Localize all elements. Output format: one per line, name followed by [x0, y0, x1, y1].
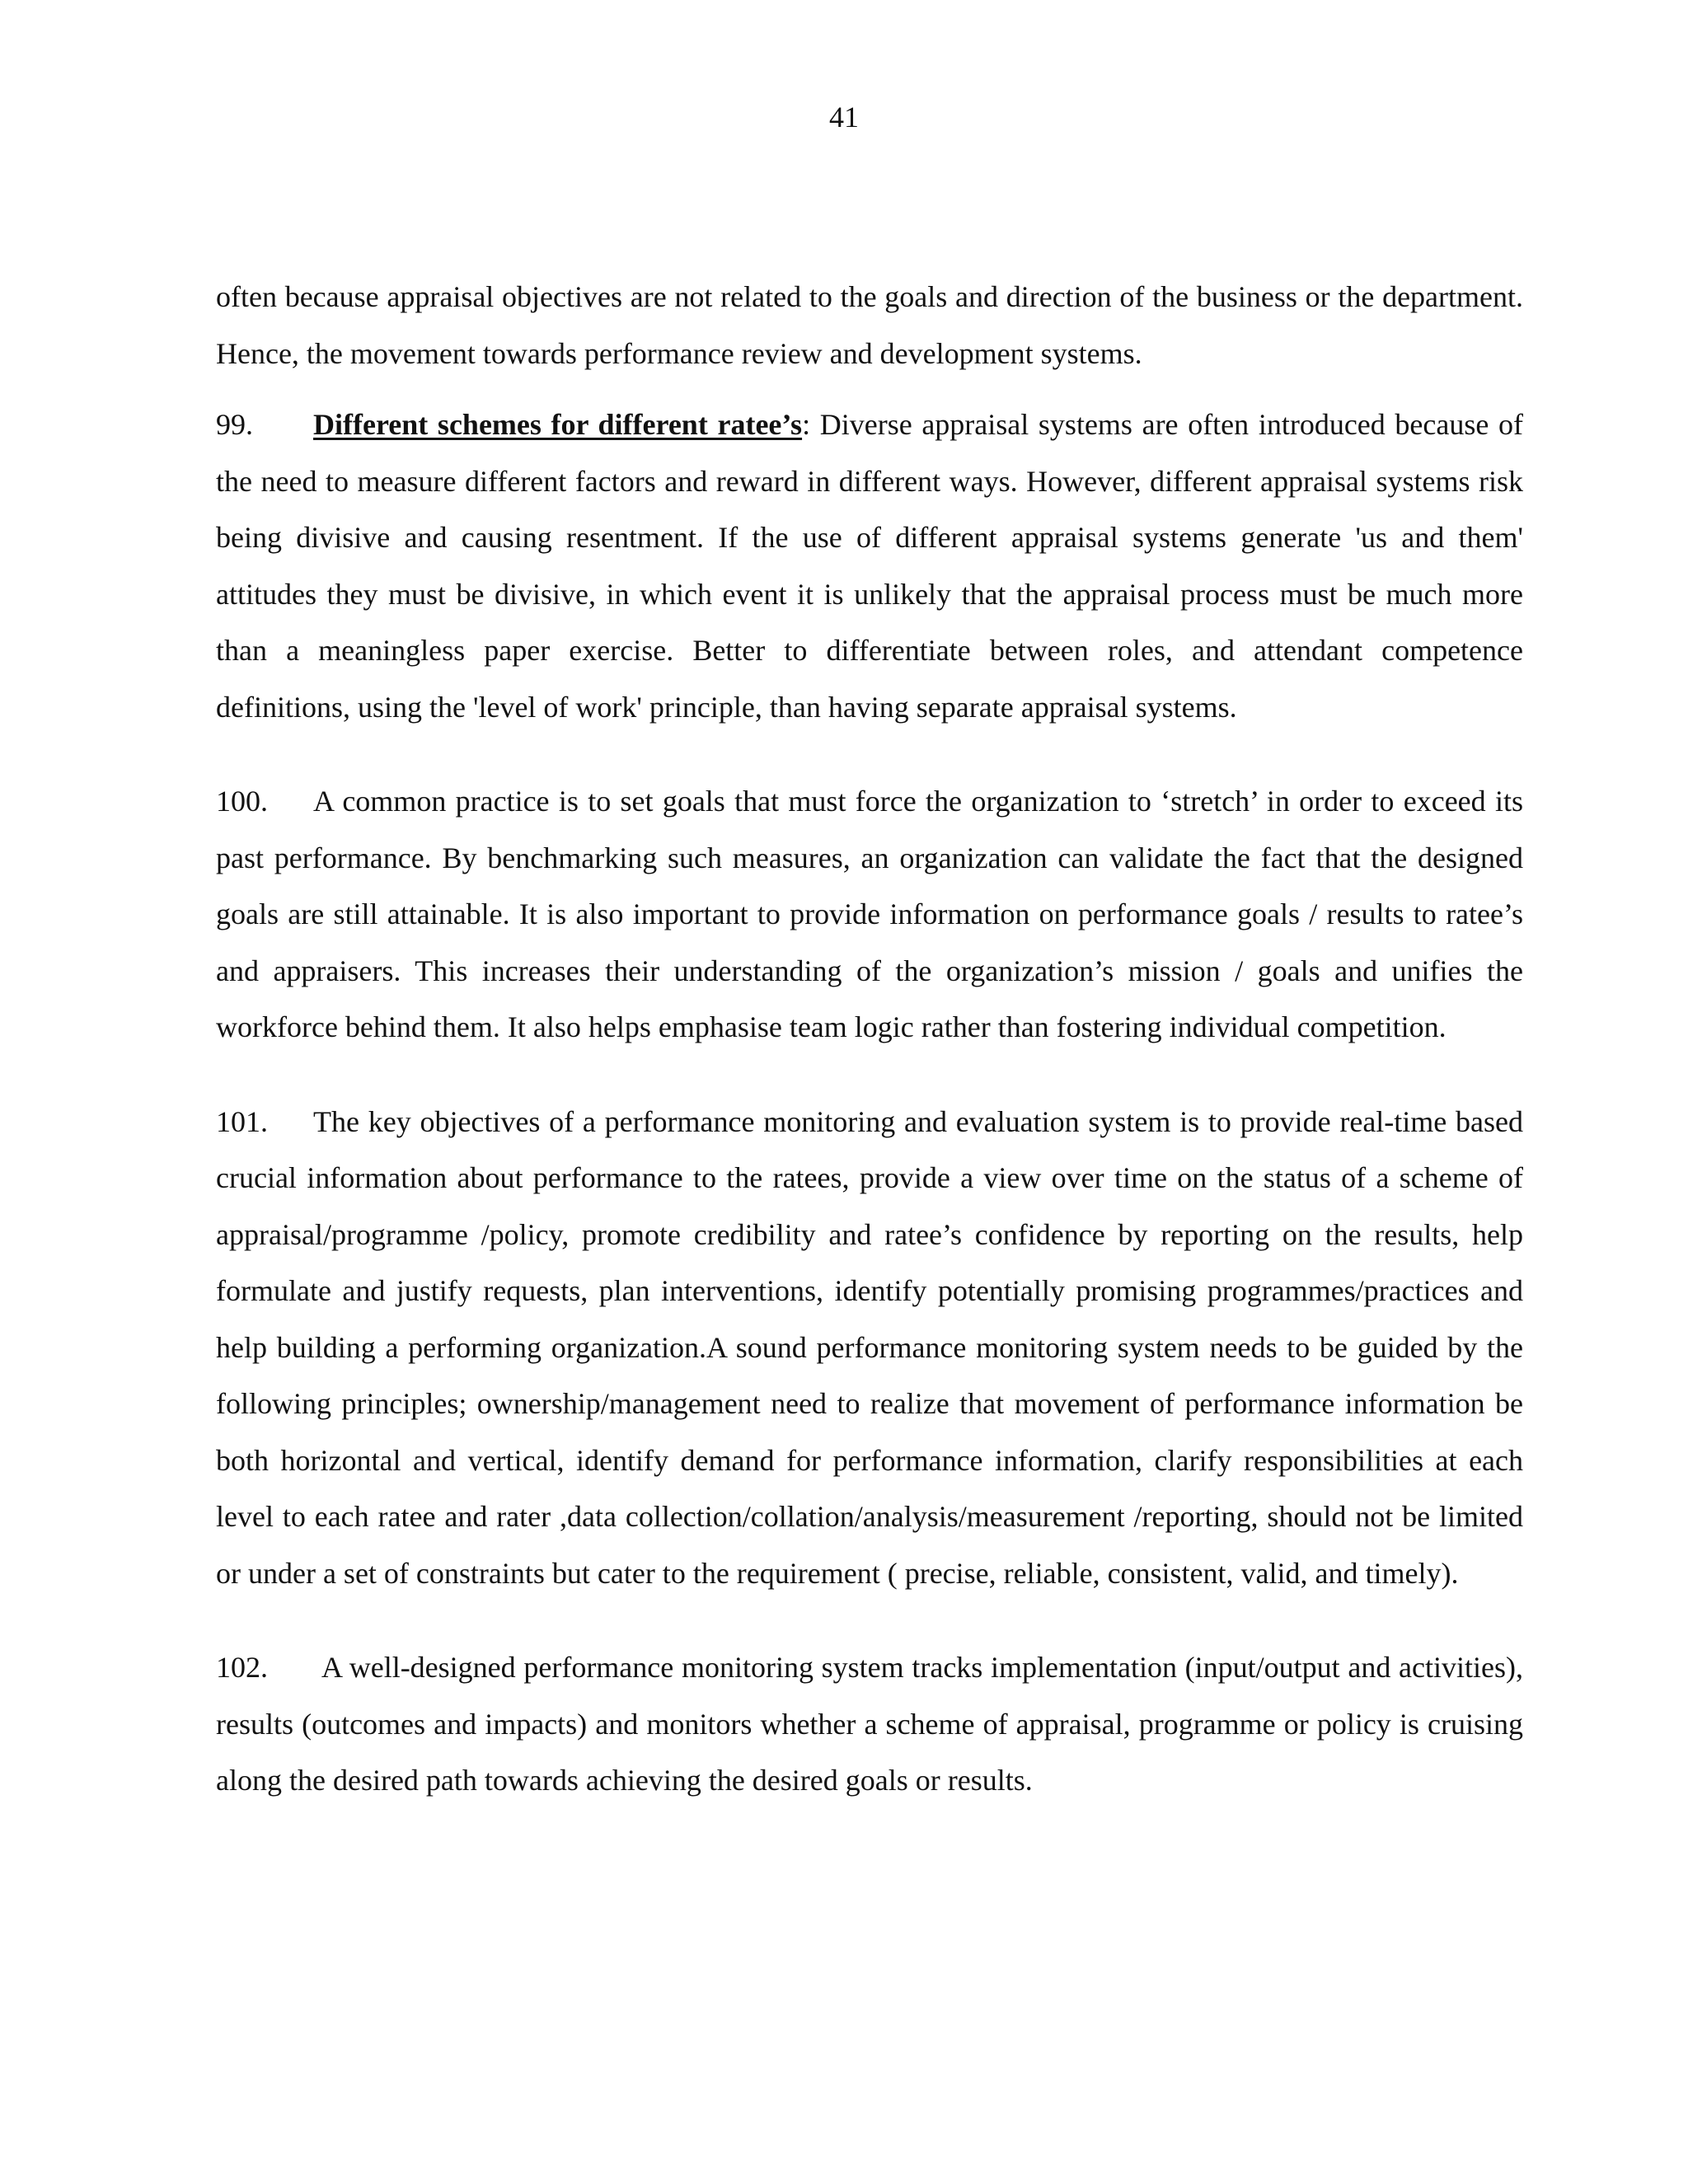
paragraph-102 — [216, 1639, 1523, 1809]
paragraph-text: A common practice is to set goals that must force the organization to ‘stretch’ in order to exceed its past performance. By benchmarking such measures, an organization can validate the fact that the designed goals are still attainable. It is also important to provide information on performance goals / results to ratee’s and appraisers. This increases their understanding of the organization’s mission / goals and unifies the workforce behind them. It also helps emphasise team logic rather than fostering individual competition. — [216, 785, 1523, 1043]
paragraph-99 — [216, 396, 1523, 735]
paragraph-text: The key objectives of a performance monitoring and evaluation system is to provide real-time based crucial information about performance to the ratees, provide a view over time on the status of a scheme of appraisal/programme /policy, promote credibility and ratee’s confidence by reporting on the results, help formulate and justify requests, plan interventions, identify potentially promising programmes/practices and help building a performing organization.A sound performance monitoring system needs to be guided by the following principles; ownership/management need to realize that movement of performance information be both horizontal and vertical, identify demand for performance information, clarify responsibilities at each level to each ratee and rater ,data collection/collation/analysis/measurement /reporting, should not be limited or under a set of constraints but cater to the requirement ( precise, reliable, consistent, valid, and timely). — [216, 1104, 1523, 1590]
paragraph-number: 101. — [216, 1104, 268, 1138]
paragraph-text: A well-designed performance monitoring system tracks implementation (input/output and activities), results (outcomes and impacts) and monitors whether a scheme of appraisal, programme or policy is cruising along the desired path towards achieving the desired goals or results. — [216, 1651, 1523, 1797]
paragraph-number: 102. — [216, 1651, 268, 1684]
paragraph-number: 100. — [216, 785, 268, 818]
paragraph-101 — [216, 1094, 1523, 1602]
paragraph-text: : Diverse appraisal systems are often introduced because of the need to measure different factors and reward in different ways. However, different appraisal systems risk being divisive and causing resentment. If the use of different appraisal systems generate 'us and them' attitudes they must be divisive, in which event it is unlikely that the appraisal process must be much more than a meaningless paper exercise. Better to differentiate between roles, and attendant competence definitions, using the 'level of work' principle, than having separate appraisal systems. — [216, 408, 1523, 724]
paragraph-text: often because appraisal objectives are not related to the goals and direction of the business or the department. Hence, the movement towards performance review and development systems. — [216, 280, 1523, 370]
page-number: 41 — [829, 101, 859, 134]
paragraph-100 — [216, 773, 1523, 1056]
paragraph-intro — [216, 269, 1523, 382]
paragraph-heading: Different schemes for different ratee’s — [313, 408, 803, 441]
paragraph-number: 99. — [216, 408, 253, 441]
document-body — [216, 269, 1523, 1809]
